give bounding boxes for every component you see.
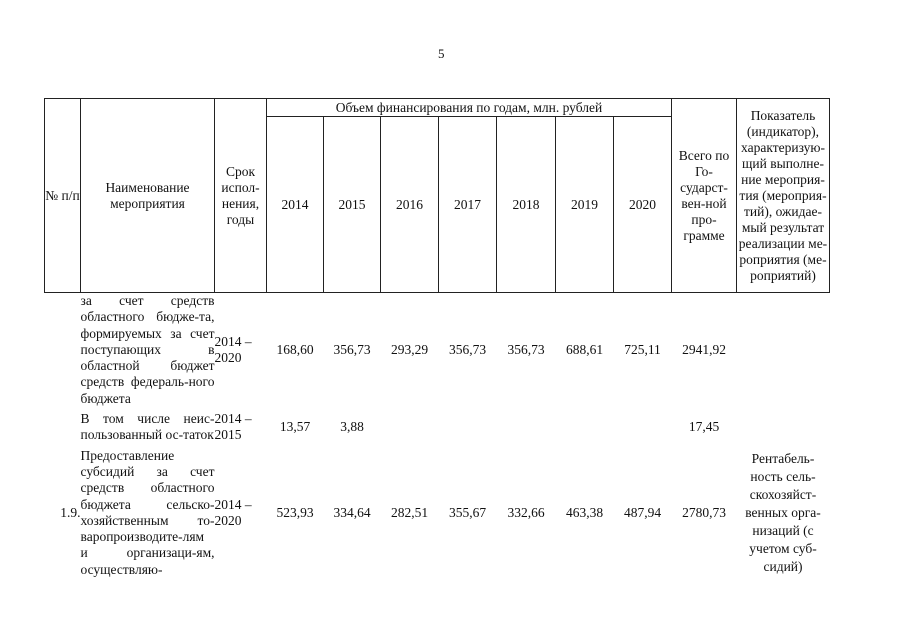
row-value: 688,61 <box>565 342 604 358</box>
row-value: 356,73 <box>448 342 487 358</box>
row-value: 487,94 <box>623 504 662 520</box>
financing-table <box>44 98 830 578</box>
row-value: 523,93 <box>276 504 314 520</box>
header-year: 2016 <box>381 117 439 293</box>
row-value <box>497 411 556 444</box>
row-value: 282,51 <box>390 504 429 520</box>
row-value <box>614 411 672 444</box>
table-row <box>45 411 830 444</box>
header-name: Наименование мероприятия <box>81 99 215 293</box>
row-term: 2014 – 2020 <box>214 333 252 366</box>
row-value: 463,38 <box>565 504 604 520</box>
row-value: 293,29 <box>390 342 429 358</box>
header-funding-group: Объем финансирования по годам, млн. рублей <box>267 99 672 117</box>
header-total: Всего по Го-сударст-вен-ной про-грамме <box>672 99 737 293</box>
row-term: 2014 – 2015 <box>214 411 252 443</box>
row-value: 725,11 <box>624 342 661 358</box>
row-value: 13,57 <box>279 419 311 435</box>
row-value: 356,73 <box>507 342 545 358</box>
row-value <box>556 411 614 444</box>
row-index <box>45 411 81 444</box>
table-row <box>45 293 830 408</box>
row-value: 356,73 <box>333 342 371 358</box>
row-name: Предоставление субсидий за счет средств областного бюджета сельско-хозяйственным то-варопроизводите-лям и организаци-ям, осуществляю- <box>80 447 215 577</box>
row-value: 334,64 <box>333 504 371 520</box>
header-num: № п/п <box>45 99 81 293</box>
header-year: 2015 <box>324 117 381 293</box>
row-value: 3,88 <box>340 419 364 435</box>
row-value: 332,66 <box>507 504 545 520</box>
table-row <box>45 448 830 578</box>
row-indicator <box>737 293 830 408</box>
page-number: 5 <box>438 46 445 61</box>
row-index: 1.9. <box>60 504 81 520</box>
row-total: 2780,73 <box>682 504 726 520</box>
row-name: за счет средств областного бюдже-та, формируемых за счет поступающих в областной бюджет средств федераль-ного бюджета <box>80 293 215 406</box>
header-year: 2017 <box>439 117 497 293</box>
row-indicator <box>737 411 830 444</box>
row-value <box>439 411 497 444</box>
row-value: 355,67 <box>448 504 487 520</box>
header-year: 2019 <box>556 117 614 293</box>
row-value: 168,60 <box>276 342 314 358</box>
row-total: 17,45 <box>688 419 720 435</box>
header-year: 2014 <box>267 117 324 293</box>
header-indicator: Показатель (индикатор), характеризую-щий выполне-ние мероприя-тия (мероприя-тий), ожидае-мый результат реализации ме-роприятия (ме-роприятий) <box>737 99 830 293</box>
row-name: В том числе неис-пользованный ос-таток <box>80 411 215 443</box>
row-index <box>45 293 81 408</box>
row-term: 2014 – 2020 <box>214 496 252 528</box>
header-year: 2020 <box>614 117 672 293</box>
row-total: 2941,92 <box>682 342 726 358</box>
row-value <box>381 411 439 444</box>
header-year: 2018 <box>497 117 556 293</box>
row-indicator: Рентабель-ность сель-скохозяйст-венных орга-низаций (с учетом суб-сидий) <box>745 450 821 574</box>
header-term: Срок испол-нения, годы <box>215 99 267 293</box>
